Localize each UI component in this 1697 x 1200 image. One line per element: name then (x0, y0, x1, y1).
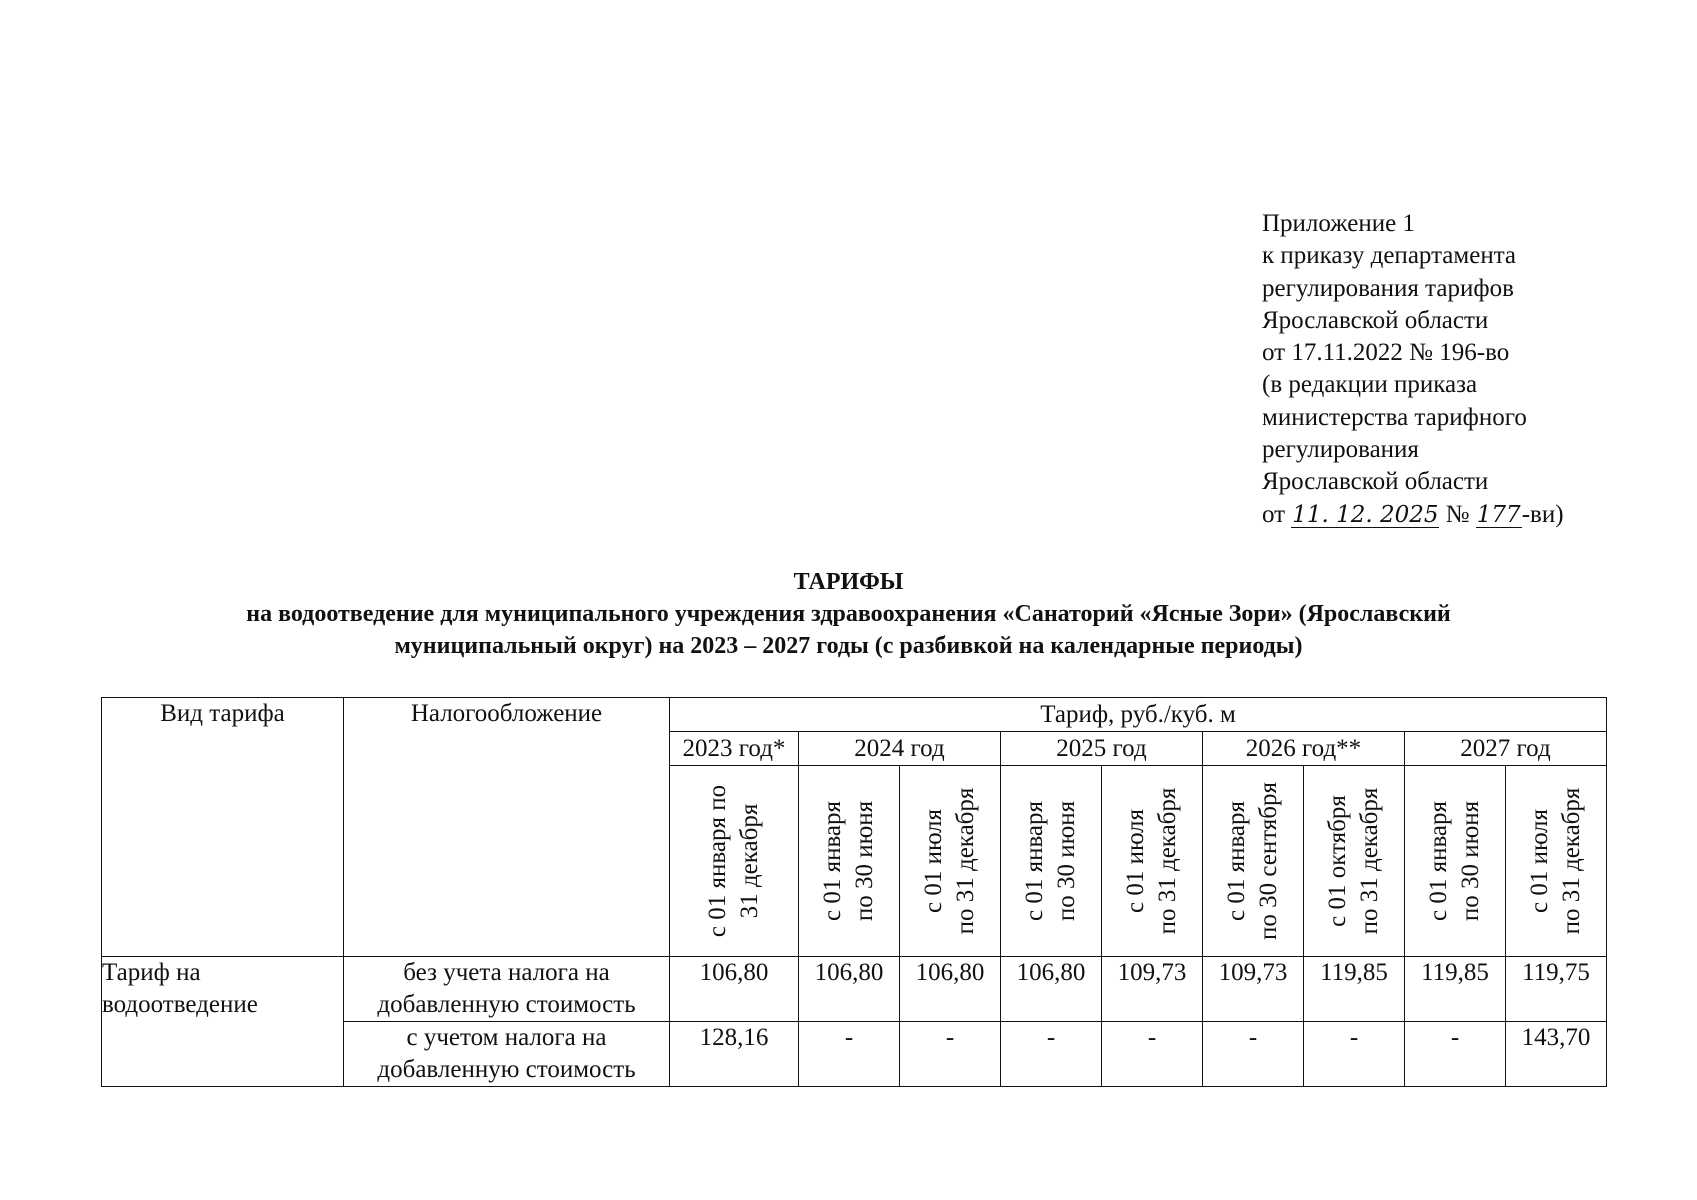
value-cell: - (1405, 1022, 1506, 1087)
period-line: с 01 января (1425, 800, 1452, 922)
period-line: по 31 декабря (952, 787, 979, 935)
tariff-kind-cell: Тариф на водоотведение (102, 957, 344, 1087)
period-line: по 30 июня (1457, 800, 1484, 922)
header-period (1102, 766, 1203, 957)
appendix-line: Приложение 1 (1262, 210, 1415, 237)
value-cell: 106,80 (799, 957, 900, 1022)
period-line: с 01 января (1223, 800, 1250, 922)
header-tariff: Тариф, руб./куб. м (670, 698, 1607, 732)
value-cell: - (1102, 1022, 1203, 1087)
value-cell: 109,73 (1102, 957, 1203, 1022)
value-cell: 106,80 (900, 957, 1001, 1022)
period-line: по 30 сентября (1255, 781, 1282, 941)
period-line: с 01 января (819, 800, 846, 922)
header-period (799, 766, 900, 957)
appendix-line: регулирования тарифов (1262, 274, 1514, 302)
period-line: 31 декабря (736, 803, 763, 919)
period-line: по 31 декабря (1558, 787, 1585, 935)
document-title (0, 566, 1697, 662)
title-main: ТАРИФЫ (793, 569, 904, 595)
appendix-line: от 17.11.2022 № 196-во (1262, 339, 1510, 367)
header-period (900, 766, 1001, 957)
header-period (1203, 766, 1304, 957)
period-line: с 01 июля (920, 809, 947, 914)
header-year: 2023 год* (670, 732, 799, 766)
tax-cell: без учета налога на добавленную стоимость (344, 957, 670, 1022)
header-tax: Налогообложение (344, 698, 670, 957)
period-line: с 01 октября (1324, 795, 1351, 927)
period-line: по 30 июня (851, 800, 878, 922)
appendix-block (1262, 208, 1564, 531)
value-cell: 119,85 (1405, 957, 1506, 1022)
value-cell: 106,80 (1001, 957, 1102, 1022)
appendix-last-line (1262, 499, 1564, 531)
header-period (670, 766, 799, 957)
value-cell: - (900, 1022, 1001, 1087)
value-cell: 109,73 (1203, 957, 1304, 1022)
appendix-line: к приказу департамента (1262, 242, 1517, 270)
period-line: с 01 января (1021, 800, 1048, 922)
period-line: по 31 декабря (1154, 787, 1181, 935)
header-year: 2024 год (799, 732, 1001, 766)
value-cell: - (799, 1022, 900, 1087)
title-subtitle-line2: муниципальный округ) на 2023 – 2027 годы (с разбивкой на календарные периоды) (394, 633, 1303, 659)
period-line: по 30 июня (1053, 800, 1080, 922)
table-row (102, 957, 1607, 1022)
header-kind: Вид тарифа (102, 698, 344, 957)
period-line: с 01 июля (1122, 809, 1149, 914)
tax-cell: с учетом налога на добавленную стоимость (344, 1022, 670, 1087)
header-period (1405, 766, 1506, 957)
tariff-table (101, 697, 1607, 1087)
value-cell: 119,85 (1304, 957, 1405, 1022)
handwritten-number: 177 (1476, 501, 1521, 528)
appendix-line: министерства тарифного (1262, 403, 1527, 431)
value-cell: - (1304, 1022, 1405, 1087)
header-period (1001, 766, 1102, 957)
value-cell: 106,80 (670, 957, 799, 1022)
value-cell: - (1203, 1022, 1304, 1087)
period-line: с 01 января по (704, 784, 731, 938)
number-sign: № (1445, 500, 1470, 528)
header-period (1506, 766, 1607, 957)
appendix-suffix: -ви) (1521, 500, 1564, 528)
appendix-line: Ярославской области (1262, 468, 1489, 496)
appendix-line: Ярославской области (1262, 306, 1489, 334)
title-subtitle-line1: на водоотведение для муниципального учреждения здравоохранения «Санаторий «Ясные Зори» (Ярославский (246, 601, 1451, 627)
value-cell: - (1001, 1022, 1102, 1087)
value-cell: 119,75 (1506, 957, 1607, 1022)
period-line: с 01 июля (1526, 809, 1553, 914)
header-year: 2025 год (1001, 732, 1203, 766)
header-year: 2026 год** (1203, 732, 1405, 766)
value-cell: 143,70 (1506, 1022, 1607, 1087)
appendix-line: (в редакции приказа (1262, 371, 1478, 399)
period-line: по 31 декабря (1356, 787, 1383, 935)
appendix-prefix: от (1262, 500, 1286, 528)
handwritten-date: 11. 12. 2025 (1292, 501, 1439, 528)
value-cell: 128,16 (670, 1022, 799, 1087)
header-period (1304, 766, 1405, 957)
header-year: 2027 год (1405, 732, 1607, 766)
appendix-line: регулирования (1262, 436, 1419, 464)
